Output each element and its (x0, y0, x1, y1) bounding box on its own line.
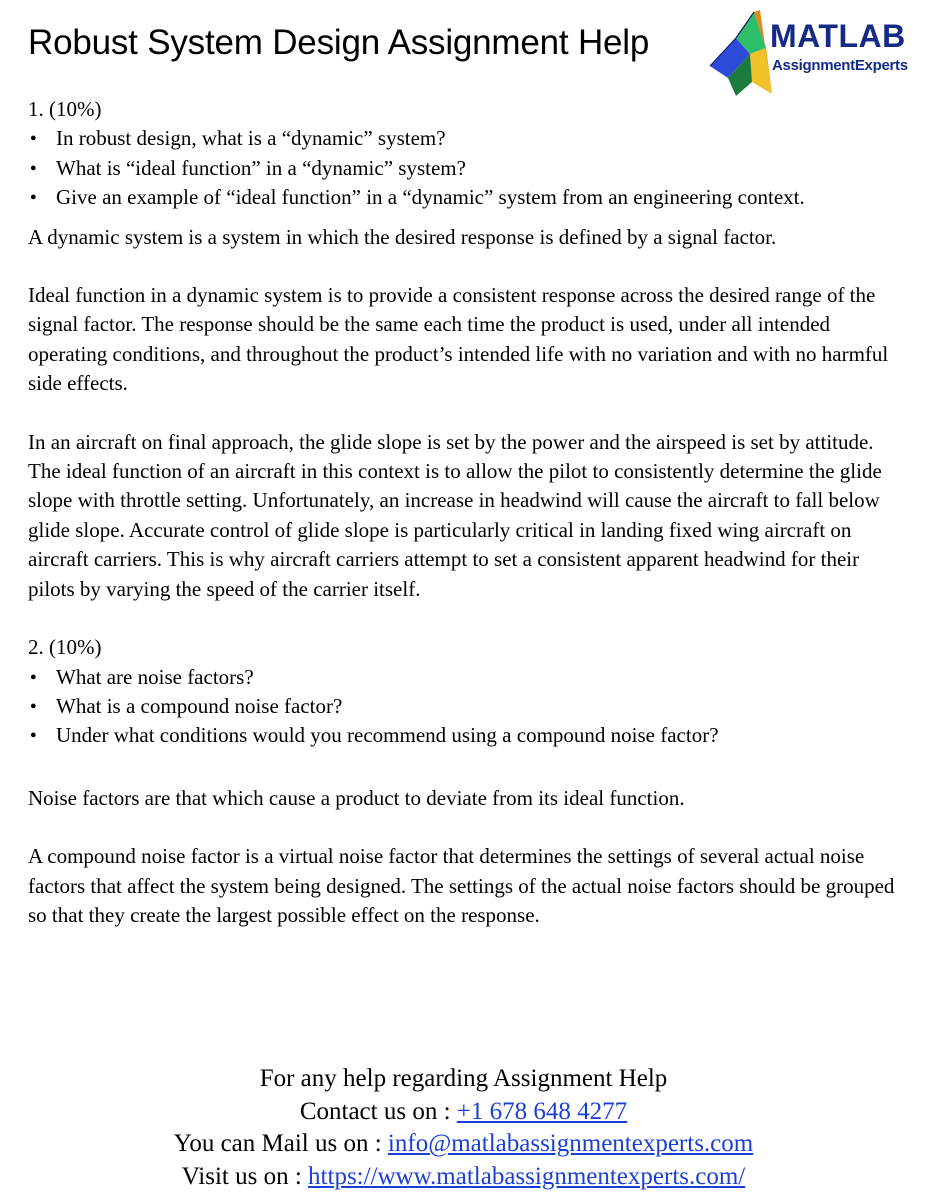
contact-label: Contact us on : (299, 1097, 457, 1125)
question-2-list (28, 663, 898, 751)
footer-mail-line (0, 1128, 927, 1161)
question-1-number: 1. (10%) (28, 97, 102, 121)
answer-2b: A compound noise factor is a virtual noise factor that determines the settings of several actual noise factors that affect the system being designed. The settings of the actual noise factors should be grouped so that they create the largest possible effect on the response. (28, 844, 895, 927)
question-2-bullet: ● What are noise factors? (28, 663, 898, 692)
answer-1b: Ideal function in a dynamic system is to provide a consistent response across the desired range of the signal factor. The response should be the same each time the product is used, under all intended operating conditions, and throughout the product’s intended life with no variation and with no harmful side effects. (28, 283, 889, 396)
answer-1c: In an aircraft on final approach, the glide slope is set by the power and the airspeed is set by attitude. The ideal function of an aircraft in this context is to allow the pilot to consistently determine the glide slope with throttle setting. Unfortunately, an increase in headwind will cause the aircraft to fall below glide slope. Accurate control of glide slope is particularly critical in landing fixed wing aircraft on aircraft carriers. This is why aircraft carriers attempt to set a consistent apparent headwind for their pilots by varying the speed of the carrier itself. (28, 429, 882, 601)
footer-contact-line (0, 1096, 927, 1129)
logo-subtitle: AssignmentExperts (772, 57, 908, 74)
matlab-logo (706, 8, 916, 100)
page-title: Robust System Design Assignment Help (28, 23, 650, 62)
question-2-bullet: ● Under what conditions would you recommend using a compound noise factor? (28, 721, 898, 750)
mail-label: You can Mail us on : (173, 1130, 388, 1157)
question-2-bullet: ● What is a compound noise factor? (28, 692, 898, 721)
question-2-number: 2. (10%) (28, 635, 102, 660)
website-link[interactable]: https://www.matlabassignmentexperts.com/ (308, 1162, 746, 1190)
email-link[interactable]: info@matlabassignmentexperts.com (387, 1130, 754, 1157)
header (0, 0, 927, 100)
document-body (28, 95, 898, 930)
contact-footer (0, 1063, 927, 1193)
answer-2a: Noise factors are that which cause a product to deviate from its ideal function. (28, 785, 685, 810)
answer-1a: A dynamic system is a system in which the desired response is defined by a signal factor. (28, 224, 777, 249)
question-1-bullet: ● What is “ideal function” in a “dynamic” system? (28, 154, 898, 183)
question-1-bullet: ● In robust design, what is a “dynamic” system? (28, 124, 898, 153)
logo-wordmark: MATLAB (770, 18, 906, 54)
phone-link[interactable]: +1 678 648 4277 (456, 1097, 628, 1125)
question-1-list (28, 124, 898, 212)
visit-label: Visit us on : (181, 1162, 309, 1190)
footer-visit-line (0, 1161, 927, 1194)
question-1-bullet: ● Give an example of “ideal function” in a “dynamic” system from an engineering context. (28, 183, 898, 212)
matlab-membrane-icon (706, 8, 778, 100)
footer-tagline: For any help regarding Assignment Help (259, 1065, 668, 1092)
